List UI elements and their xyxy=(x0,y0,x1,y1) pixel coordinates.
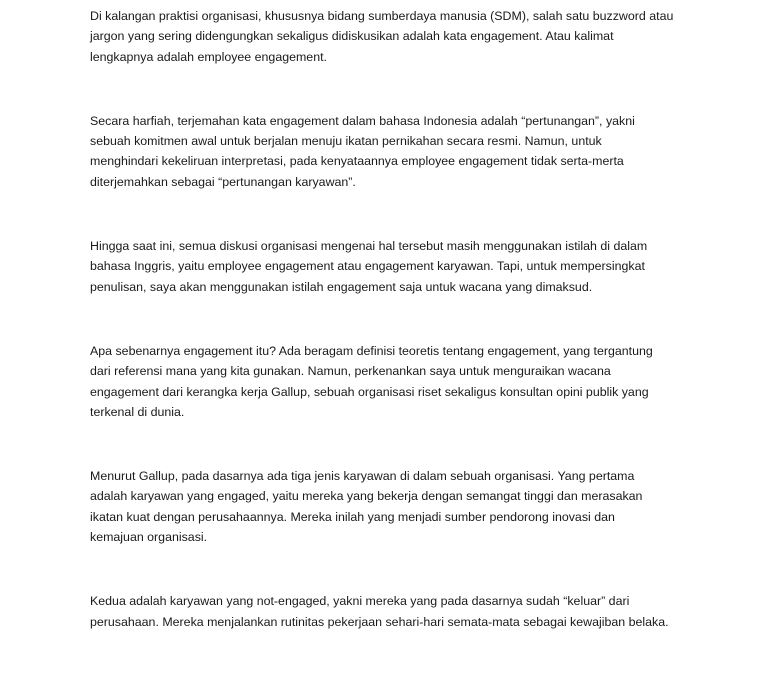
paragraph-3 xyxy=(90,236,690,297)
paragraph-5 xyxy=(90,466,690,547)
text-line: Apa sebenarnya engagement itu? Ada beragam definisi teoretis tentang engagement, yang tergantung xyxy=(90,343,653,358)
text-line: adalah karyawan yang engaged, yaitu mereka yang bekerja dengan semangat tinggi dan merasakan xyxy=(90,489,643,504)
text-line: bahasa Inggris, yaitu employee engagement atau engagement karyawan. Tapi, untuk mempersingkat xyxy=(90,259,645,274)
text-line: ikatan kuat dengan perusahaannya. Mereka inilah yang menjadi sumber pendorong inovasi dan xyxy=(90,509,615,524)
text-line: sebuah komitmen awal untuk berjalan menuju ikatan pernikahan secara resmi. Namun, untuk xyxy=(90,134,602,149)
text-line: Menurut Gallup, pada dasarnya ada tiga jenis karyawan di dalam sebuah organisasi. Yang pertama xyxy=(90,469,635,484)
text-line: engagement dari kerangka kerja Gallup, sebuah organisasi riset sekaligus konsultan opini publik yang xyxy=(90,384,649,399)
text-line: Di kalangan praktisi organisasi, khususnya bidang sumberdaya manusia (SDM), salah satu buzzword atau xyxy=(90,9,674,23)
text-line: terkenal di dunia. xyxy=(90,404,185,419)
document-page xyxy=(90,6,690,676)
text-line: perusahaan. Mereka menjalankan rutinitas pekerjaan sehari-hari semata-mata sebagai kewajiban belaka. xyxy=(90,614,669,629)
paragraph-4 xyxy=(90,341,690,422)
text-line: kemajuan organisasi. xyxy=(90,530,208,545)
text-line: Kedua adalah karyawan yang not-engaged, yakni mereka yang pada dasarnya sudah “keluar” dari xyxy=(90,594,630,609)
text-line: Hingga saat ini, semua diskusi organisasi mengenai hal tersebut masih menggunakan istilah di dalam xyxy=(90,239,648,254)
paragraph-2 xyxy=(90,111,690,192)
text-line: menghindari kekeliruan interpretasi, pada kenyataannya employee engagement tidak serta-merta xyxy=(90,154,624,169)
text-line: Secara harfiah, terjemahan kata engagement dalam bahasa Indonesia adalah “pertunangan”, yakni xyxy=(90,113,635,128)
paragraph-6 xyxy=(90,591,690,632)
text-line: jargon yang sering didengungkan sekaligus didiskusikan adalah kata engagement. Atau kalimat xyxy=(90,29,614,44)
text-line: penulisan, saya akan menggunakan istilah engagement saja untuk wacana yang dimaksud. xyxy=(90,279,593,294)
paragraph-1 xyxy=(90,6,690,67)
text-line: dari referensi mana yang kita gunakan. Namun, perkenankan saya untuk menguraikan wacana xyxy=(90,364,611,379)
text-line: lengkapnya adalah employee engagement. xyxy=(90,49,327,64)
text-line: diterjemahkan sebagai “pertunangan karyawan”. xyxy=(90,174,356,189)
